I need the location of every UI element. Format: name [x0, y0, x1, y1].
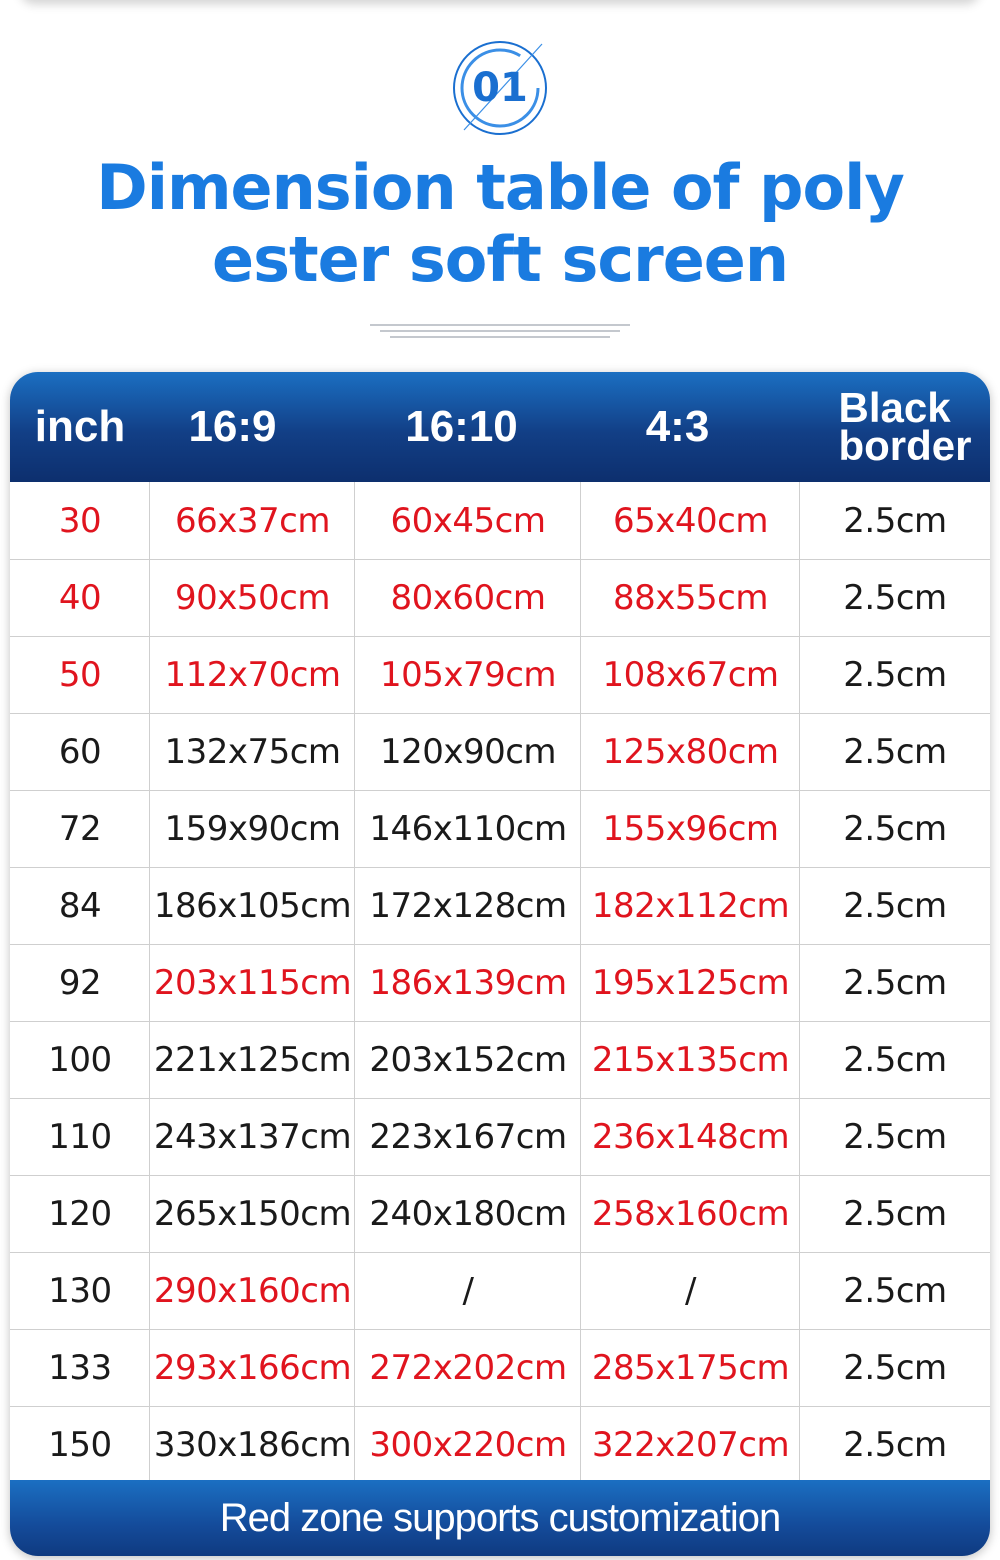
cell-inch: 110 — [48, 1116, 112, 1157]
cell-4-3: 258x160cm — [591, 1193, 790, 1234]
header-black-border: Black border — [838, 384, 972, 469]
cell-inch: 72 — [58, 808, 102, 849]
fine-print-lines — [360, 322, 640, 340]
cell-16-10: 272x202cm — [369, 1347, 567, 1388]
cell-4-3: 215x135cm — [591, 1039, 790, 1080]
cell-black-border: 2.5cm — [843, 808, 947, 849]
cell-16-10: 186x139cm — [369, 962, 567, 1003]
cell-16-10: 80x60cm — [390, 577, 546, 618]
cell-inch: 92 — [58, 962, 102, 1003]
cell-4-3: 195x125cm — [591, 962, 790, 1003]
cell-inch: 30 — [58, 500, 102, 541]
table-header — [10, 372, 990, 482]
table-body — [10, 482, 990, 1482]
cell-black-border: 2.5cm — [843, 1039, 947, 1080]
cell-16-9: 290x160cm — [153, 1270, 352, 1311]
cell-16-9: 293x166cm — [153, 1347, 352, 1388]
cell-black-border: 2.5cm — [843, 1424, 947, 1465]
badge-number: 01 — [472, 65, 528, 111]
header-inch: inch — [34, 402, 126, 451]
cell-4-3: 108x67cm — [602, 654, 779, 695]
cell-black-border: 2.5cm — [843, 500, 947, 541]
cell-16-10: 203x152cm — [369, 1039, 567, 1080]
cell-16-10: 146x110cm — [369, 808, 567, 849]
cell-16-10: 172x128cm — [369, 885, 567, 926]
cell-4-3: 155x96cm — [602, 808, 779, 849]
cell-4-3: 125x80cm — [602, 731, 779, 772]
table-row — [10, 559, 990, 637]
cell-16-9: 132x75cm — [164, 731, 341, 772]
cell-black-border: 2.5cm — [843, 1270, 947, 1311]
cell-inch: 40 — [58, 577, 102, 618]
table-row — [10, 944, 990, 1022]
cell-16-9: 159x90cm — [164, 808, 341, 849]
cell-inch: 150 — [48, 1424, 112, 1465]
cell-inch: 133 — [48, 1347, 112, 1388]
cell-black-border: 2.5cm — [843, 577, 947, 618]
cell-16-10: 120x90cm — [379, 731, 557, 772]
title-line-1: Dimension table of poly — [96, 151, 904, 224]
cell-4-3: 322x207cm — [591, 1424, 790, 1465]
cell-16-9: 330x186cm — [153, 1424, 352, 1465]
table-row — [10, 1098, 990, 1176]
cell-16-10: 105x79cm — [379, 654, 557, 695]
cell-inch: 50 — [58, 654, 102, 695]
table-row — [10, 790, 990, 868]
cell-black-border: 2.5cm — [843, 654, 947, 695]
cell-4-3: 182x112cm — [591, 885, 790, 926]
cell-16-9: 265x150cm — [153, 1193, 352, 1234]
cell-4-3: 65x40cm — [613, 500, 768, 541]
dimension-table — [10, 372, 990, 1556]
cell-16-10: 300x220cm — [369, 1424, 567, 1465]
cell-16-9: 221x125cm — [153, 1039, 352, 1080]
table-row — [10, 1175, 990, 1253]
cell-black-border: 2.5cm — [843, 885, 947, 926]
table-row — [10, 713, 990, 791]
cell-16-9: 66x37cm — [175, 500, 330, 541]
cell-16-9: 243x137cm — [153, 1116, 352, 1157]
table-row — [10, 867, 990, 945]
table-row — [10, 1406, 990, 1483]
header-16-10: 16:10 — [405, 402, 518, 451]
cell-inch: 60 — [58, 731, 102, 772]
title-line-2: ester soft screen — [212, 223, 788, 296]
cell-4-3: 88x55cm — [613, 577, 768, 618]
section-badge — [450, 38, 550, 138]
cell-inch: 84 — [58, 885, 102, 926]
cell-16-10: 60x45cm — [390, 500, 546, 541]
table-row — [10, 1252, 990, 1330]
cell-4-3: / — [685, 1270, 696, 1311]
cell-4-3: 236x148cm — [591, 1116, 790, 1157]
cell-16-10: / — [462, 1270, 474, 1311]
cell-16-9: 112x70cm — [164, 654, 341, 695]
cell-16-9: 186x105cm — [153, 885, 352, 926]
table-row — [10, 482, 990, 560]
cell-16-10: 240x180cm — [369, 1193, 567, 1234]
table-row — [10, 636, 990, 714]
cell-black-border: 2.5cm — [843, 1347, 947, 1388]
cell-inch: 120 — [48, 1193, 112, 1234]
cell-4-3: 285x175cm — [591, 1347, 790, 1388]
customization-note: Red zone supports customization — [10, 1480, 990, 1556]
cell-16-10: 223x167cm — [369, 1116, 567, 1157]
page-title — [0, 152, 1000, 296]
cell-16-9: 90x50cm — [175, 577, 330, 618]
cell-16-9: 203x115cm — [153, 962, 352, 1003]
cell-inch: 130 — [48, 1270, 112, 1311]
cell-black-border: 2.5cm — [843, 731, 947, 772]
cell-black-border: 2.5cm — [843, 1193, 947, 1234]
header-16-9: 16:9 — [188, 402, 277, 451]
header-4-3: 4:3 — [645, 402, 710, 451]
decorative-fine-print — [360, 322, 640, 342]
cell-black-border: 2.5cm — [843, 1116, 947, 1157]
cell-black-border: 2.5cm — [843, 962, 947, 1003]
cell-inch: 100 — [48, 1039, 112, 1080]
table-row — [10, 1021, 990, 1099]
table-row — [10, 1329, 990, 1407]
